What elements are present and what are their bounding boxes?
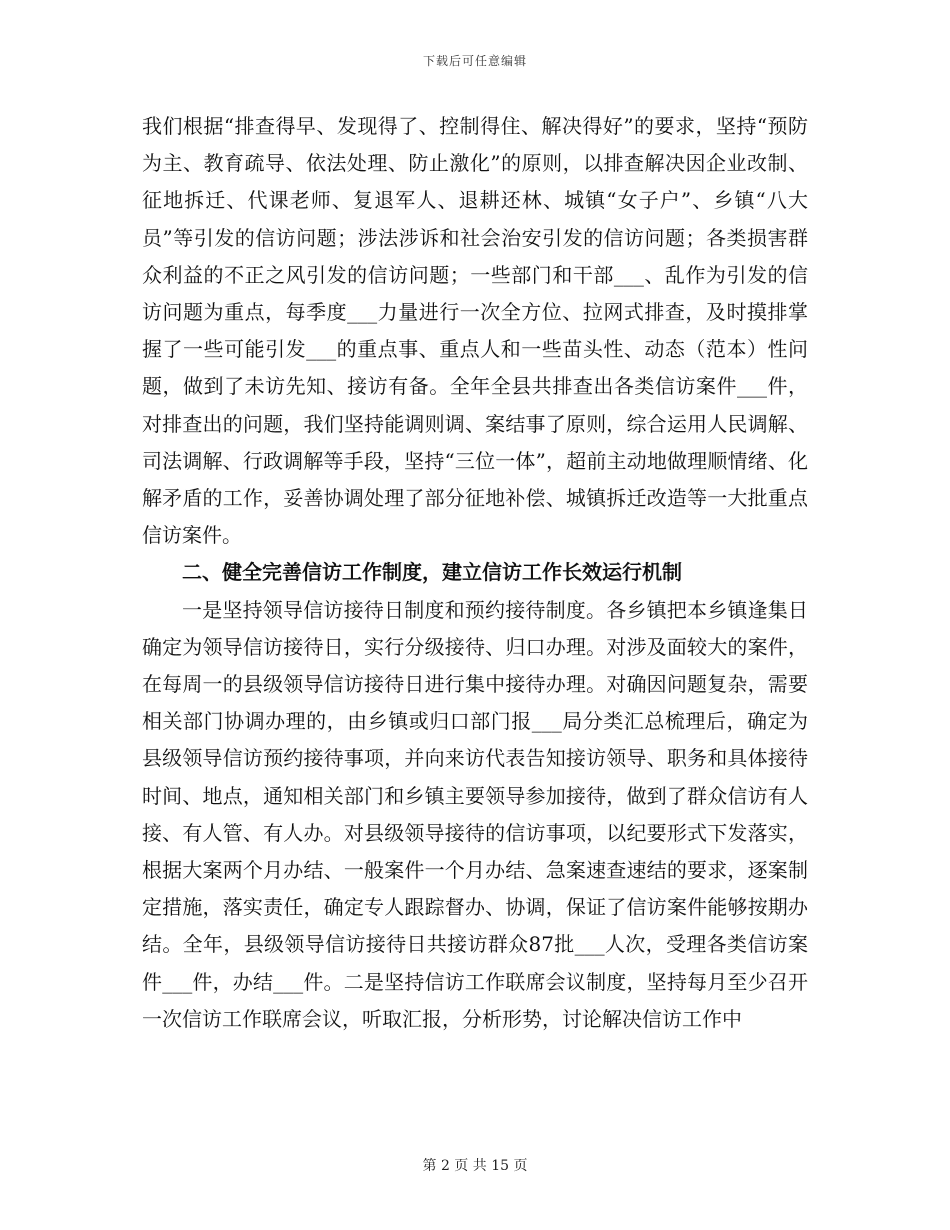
page-number: 第 2 页 共 15 页 [422,1158,528,1174]
paragraph-investigation: 我们根据“排查得早、发现得了、控制得住、解决得好”的要求，坚持“预防为主、教育疏导、依法处理、防止激化”的原则，以排查解决因企业改制、征地拆迁、代课老师、复退军人、退耕还林、城镇“女子户”、乡镇“八大员”等引发的信访问题；涉法涉诉和社会治安引发的信访问题；各类损害群众利益的不正之风引发的信访问题；一些部门和干部___、乱作为引发的信访问题为重点，每季度___力量进行一次全方位、拉网式排查，及时摸排掌握了一些可能引发___的重点事、重点人和一些苗头性、动态（范本）性问题，做到了未访先知、接访有备。全年全县共排查出各类信访案件___件，对排查出的问题，我们坚持能调则调、案结事了原则，综合运用人民调解、司法调解、行政调解等手段，坚持“三位一体”，超前主动地做理顺情绪、化解矛盾的工作，妥善协调处理了部分征地补偿、城镇拆迁改造等一大批重点信访案件。 [142,114,808,548]
section-heading-2: 二、健全完善信访工作制度，建立信访工作长效运行机制 [182,560,682,585]
document-body [142,108,808,1038]
paragraph-system: 一是坚持领导信访接待日制度和预约接待制度。各乡镇把本乡镇逢集日确定为领导信访接待日，实行分级接待、归口办理。对涉及面较大的案件，在每周一的县级领导信访接待日进行集中接待办理。对确因问题复杂，需要相关部门协调办理的，由乡镇或归口部门报___局分类汇总梳理后，确定为县级领导信访预约接待事项，并向来访代表告知接访领导、职务和具体接待时间、地点，通知相关部门和乡镇主要领导参加接待，做到了群众信访有人接、有人管、有人办。对县级领导接待的信访事项，以纪要形式下发落实，根据大案两个月办结、一般案件一个月办结、急案速查速结的要求，逐案制定措施，落实责任，确定专人跟踪督办、协调，保证了信访案件能够按期办结。全年，县级领导信访接待日共接访群众87批___人次，受理各类信访案件___件，办结___件。二是坚持信访工作联席会议制度，坚持每月至少召开一次信访工作联席会议，听取汇报，分析形势，讨论解决信访工作中 [142,597,808,1031]
page-header: 下载后可任意编辑 [422,54,527,68]
